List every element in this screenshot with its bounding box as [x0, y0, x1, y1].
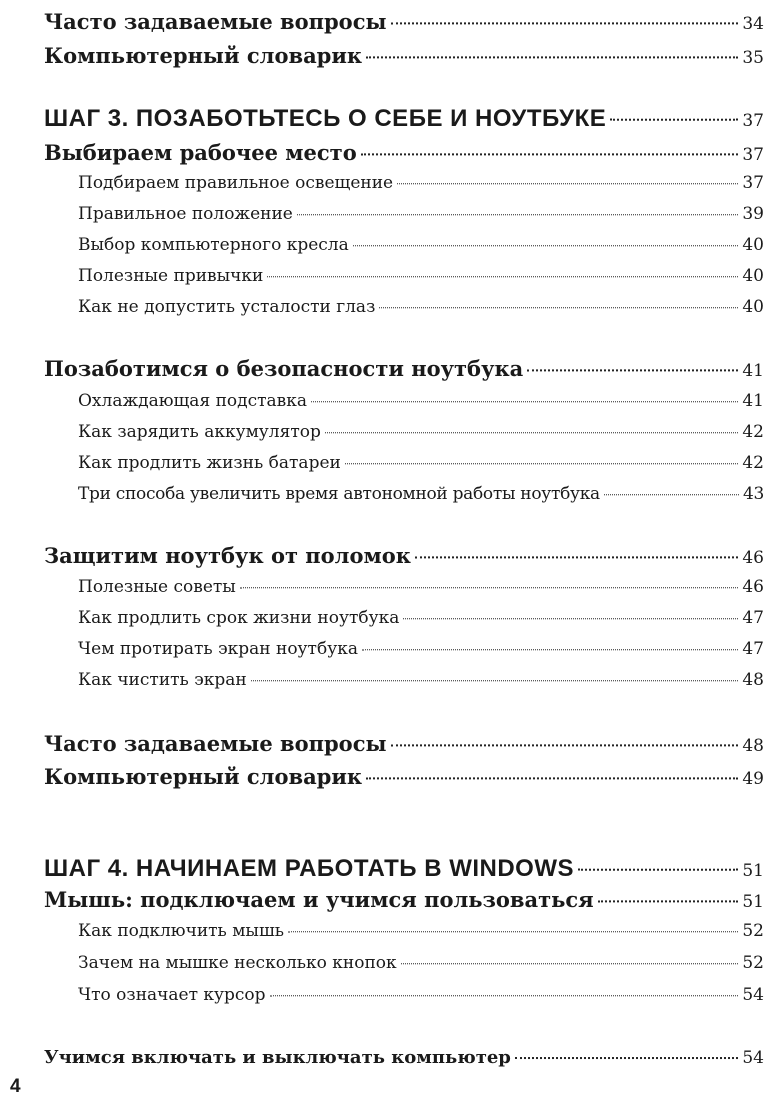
- toc-entry: [44, 761, 764, 789]
- toc-subentry: [78, 419, 764, 442]
- toc-entry-title: Чем протирать экран ноутбука: [78, 639, 358, 659]
- dot-leader: [527, 348, 738, 371]
- toc-entry-page: 35: [742, 48, 764, 68]
- toc-entry-title: Компьютерный словарик: [44, 764, 363, 789]
- dot-leader: [353, 228, 739, 246]
- toc-entry-page: 40: [742, 266, 764, 286]
- toc-entry-title: Правильное положение: [78, 204, 293, 224]
- toc-entry-page: 41: [742, 361, 764, 381]
- toc-entry-page: 46: [742, 548, 764, 568]
- dot-leader: [345, 446, 739, 464]
- toc-subentry: [78, 481, 764, 504]
- toc-entry-title: Охлаждающая подставка: [78, 391, 307, 411]
- toc-entry-title: Как продлить срок жизни ноутбука: [78, 608, 400, 628]
- toc-entry-title: Три способа увеличить время автономной работы ноутбука: [78, 484, 600, 504]
- toc-entry: [44, 884, 764, 912]
- toc-entry-title: Что означает курсор: [78, 985, 266, 1005]
- toc-entry-page: 46: [742, 577, 764, 597]
- toc-chapter-heading: [44, 850, 764, 883]
- toc-entry: [44, 6, 764, 34]
- dot-leader: [379, 290, 738, 308]
- dot-leader: [288, 914, 738, 932]
- toc-entry-title: Полезные советы: [78, 577, 236, 597]
- toc-entry: [44, 1043, 764, 1068]
- dot-leader: [240, 570, 739, 588]
- dot-leader: [610, 95, 738, 121]
- dot-leader: [397, 166, 738, 184]
- toc-entry-page: 48: [742, 670, 764, 690]
- toc-subentry: [78, 170, 764, 193]
- toc-entry-title: Как продлить жизнь батареи: [78, 453, 341, 473]
- toc-entry-page: 42: [742, 453, 764, 473]
- toc-entry-page: 39: [742, 204, 764, 224]
- toc-subentry: [78, 605, 764, 628]
- toc-entry-title: Как не допустить усталости глаз: [78, 297, 376, 317]
- toc-entry-page: 54: [742, 985, 764, 1005]
- toc-entry-page: 54: [742, 1048, 764, 1068]
- toc-subentry: [78, 918, 764, 941]
- dot-leader: [366, 35, 738, 58]
- toc-subentry: [78, 982, 764, 1005]
- toc-entry-title: Часто задаваемые вопросы: [44, 9, 387, 34]
- dot-leader: [325, 415, 739, 433]
- dot-leader: [391, 1, 739, 24]
- toc-entry-title: Выбор компьютерного кресла: [78, 235, 349, 255]
- toc-entry-page: 51: [742, 861, 764, 881]
- toc-subentry: [78, 667, 764, 690]
- dot-leader: [515, 1039, 738, 1059]
- toc-entry-page: 37: [742, 111, 764, 131]
- toc-entry-title: ШАГ 4. НАЧИНАЕМ РАБОТАТЬ В WINDOWS: [44, 855, 575, 882]
- toc-entry: [44, 40, 764, 68]
- toc-subentry: [78, 950, 764, 973]
- dot-leader: [403, 601, 738, 619]
- dot-leader: [415, 535, 738, 558]
- toc-entry-title: Как подключить мышь: [78, 921, 285, 941]
- toc-entry: [44, 728, 764, 756]
- dot-leader: [251, 663, 739, 681]
- toc-entry-title: ШАГ 3. ПОЗАБОТЬТЕСЬ О СЕБЕ И НОУТБУКЕ: [44, 105, 607, 132]
- toc-subentry: [78, 201, 764, 224]
- toc-entry-page: 40: [742, 235, 764, 255]
- page-number: 4: [10, 1076, 21, 1097]
- toc-entry-title: Позаботимся о безопасности ноутбука: [44, 356, 524, 381]
- dot-leader: [366, 756, 738, 779]
- toc-entry: [44, 540, 764, 568]
- toc-entry-page: 51: [742, 892, 764, 912]
- toc-entry-title: Как чистить экран: [78, 670, 247, 690]
- toc-entry-title: Полезные привычки: [78, 266, 264, 286]
- toc-entry: [44, 137, 764, 165]
- dot-leader: [362, 632, 738, 650]
- toc-entry: [44, 353, 764, 381]
- dot-leader: [578, 845, 738, 871]
- toc-entry-title: Как зарядить аккумулятор: [78, 422, 321, 442]
- toc-entry-page: 47: [742, 639, 764, 659]
- toc-entry-page: 37: [742, 145, 764, 165]
- dot-leader: [361, 132, 739, 155]
- toc-subentry: [78, 232, 764, 255]
- toc-entry-page: 41: [742, 391, 764, 411]
- toc-entry-title: Выбираем рабочее место: [44, 140, 357, 165]
- dot-leader: [401, 946, 739, 964]
- toc-entry-page: 34: [742, 14, 764, 34]
- toc-subentry: [78, 388, 764, 411]
- toc-entry-page: 42: [742, 422, 764, 442]
- toc-entry-page: 47: [742, 608, 764, 628]
- toc-entry-page: 52: [742, 953, 764, 973]
- toc-entry-title: Компьютерный словарик: [44, 43, 363, 68]
- toc-entry-page: 52: [742, 921, 764, 941]
- dot-leader: [311, 384, 738, 402]
- toc-subentry: [78, 574, 764, 597]
- dot-leader: [598, 879, 739, 902]
- dot-leader: [267, 259, 738, 277]
- toc-entry-page: 48: [742, 736, 764, 756]
- dot-leader: [297, 197, 739, 215]
- toc-entry-page: 43: [742, 484, 764, 504]
- toc-subentry: [78, 450, 764, 473]
- toc-entry-title: Учимся включать и выключать компьютер: [44, 1047, 511, 1068]
- toc-entry-title: Защитим ноутбук от поломок: [44, 543, 411, 568]
- toc-entry-title: Зачем на мышке несколько кнопок: [78, 953, 397, 973]
- toc-entry-title: Часто задаваемые вопросы: [44, 731, 387, 756]
- toc-entry-title: Мышь: подключаем и учимся пользоваться: [44, 887, 594, 912]
- toc-chapter-heading: [44, 100, 764, 133]
- toc-subentry: [78, 263, 764, 286]
- toc-subentry: [78, 294, 764, 317]
- dot-leader: [270, 978, 739, 996]
- toc-subentry: [78, 636, 764, 659]
- toc-entry-title: Подбираем правильное освещение: [78, 173, 394, 193]
- toc-entry-page: 49: [742, 769, 764, 789]
- toc-entry-page: 37: [742, 173, 764, 193]
- dot-leader: [604, 477, 739, 495]
- toc-entry-page: 40: [742, 297, 764, 317]
- dot-leader: [391, 723, 739, 746]
